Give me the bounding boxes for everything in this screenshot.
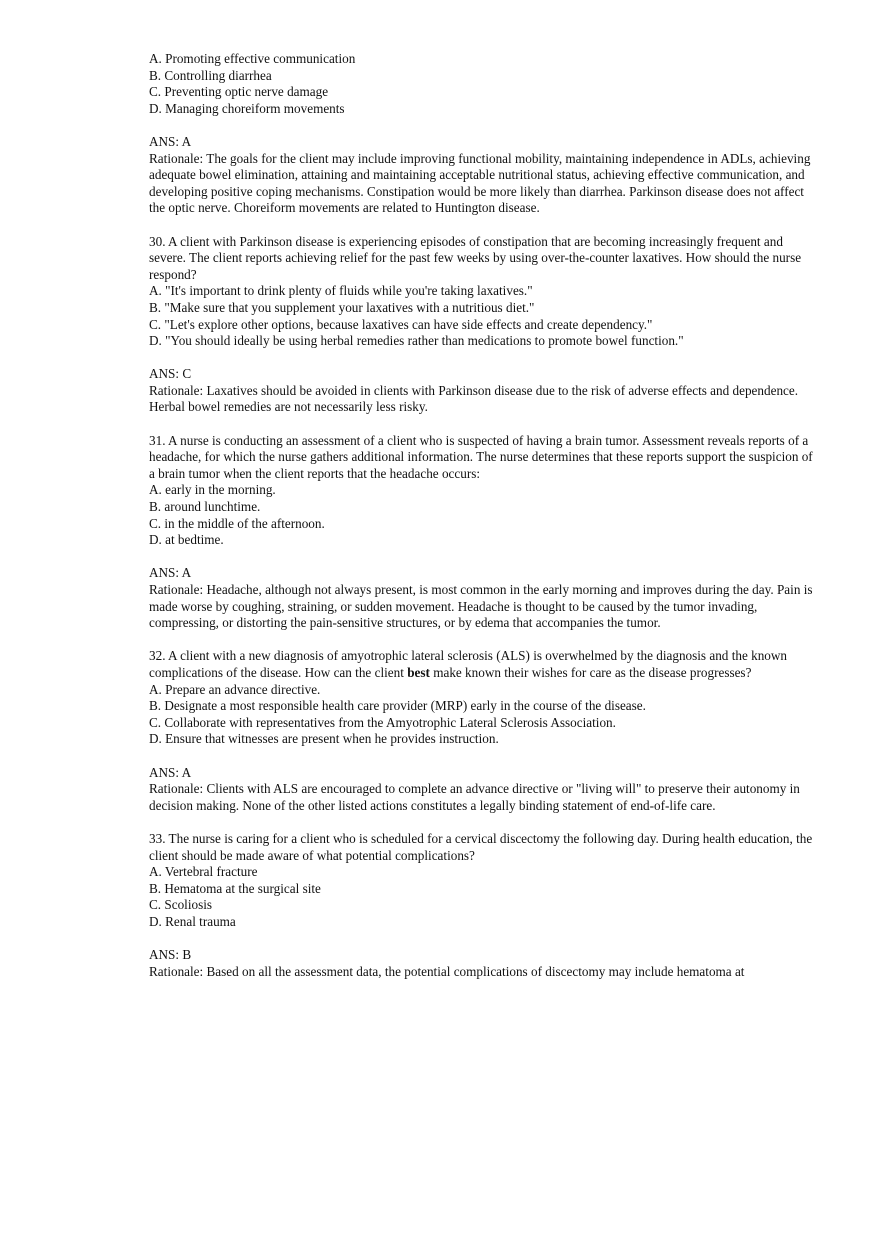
spacer xyxy=(149,549,817,566)
q31-answer: ANS: A xyxy=(149,565,192,581)
q32-option-d: D. Ensure that witnesses are present when he provides instruction. xyxy=(149,731,499,747)
spacer xyxy=(149,814,817,831)
spacer xyxy=(149,117,817,134)
spacer xyxy=(149,416,817,433)
q30-option-d: D. "You should ideally be using herbal remedies rather than medications to promote bowel function." xyxy=(149,333,684,349)
q33-rationale: Rationale: Based on all the assessment data, the potential complications of discectomy may include hematoma at xyxy=(149,963,745,979)
q33-stem: 33. The nurse is caring for a client who is scheduled for a cervical discectomy the following day. During health education, the client should be made aware of what potential complications? xyxy=(149,830,813,863)
q32-rationale: Rationale: Clients with ALS are encouraged to complete an advance directive or "living will" to preserve their autonomy in decision making. None of the other listed actions constitutes a legally binding statement of end-of-life care. xyxy=(149,781,800,813)
q32-stem-text: 32. A client with a new diagnosis of amyotrophic lateral sclerosis (ALS) is overwhelmed by the diagnosis and the known complications of the disease. How can the client xyxy=(149,648,788,680)
q33-option-d: D. Renal trauma xyxy=(149,913,236,929)
q29-option-d: D. Managing choreiform movements xyxy=(149,100,345,116)
q29-option-a: A. Promoting effective communication xyxy=(149,51,356,66)
q32-stem xyxy=(149,648,817,681)
q29-option-b: B. Controlling diarrhea xyxy=(149,67,272,83)
q31-option-d: D. at bedtime. xyxy=(149,532,224,548)
spacer xyxy=(149,632,817,649)
q31-option-a: A. early in the morning. xyxy=(149,482,276,498)
q30-option-a: A. "It's important to drink plenty of fluids while you're taking laxatives." xyxy=(149,283,533,299)
q33-options xyxy=(149,864,817,930)
q31-option-b: B. around lunchtime. xyxy=(149,499,261,515)
q33-option-b: B. Hematoma at the surgical site xyxy=(149,880,321,896)
q30-stem: 30. A client with Parkinson disease is experiencing episodes of constipation that are becoming increasingly frequent and severe. The client reports achieving relief for the past few weeks by using over-the-counter laxatives. How should the nurse respond? xyxy=(149,233,802,282)
q30-option-b: B. "Make sure that you supplement your laxatives with a nutritious diet." xyxy=(149,299,535,315)
q32-option-b: B. Designate a most responsible health care provider (MRP) early in the course of the disease. xyxy=(149,698,646,714)
q33-option-c: C. Scoliosis xyxy=(149,897,213,913)
spacer xyxy=(149,748,817,765)
q33-answer: ANS: B xyxy=(149,947,192,963)
q30-options xyxy=(149,283,817,349)
q29-option-c: C. Preventing optic nerve damage xyxy=(149,84,329,100)
q30-rationale: Rationale: Laxatives should be avoided in clients with Parkinson disease due to the risk of adverse effects and dependence. Herbal bowel remedies are not necessarily less risky. xyxy=(149,382,799,415)
q30-option-c: C. "Let's explore other options, because laxatives can have side effects and create dependency." xyxy=(149,316,653,332)
q31-options xyxy=(149,482,817,548)
q32-option-a: A. Prepare an advance directive. xyxy=(149,681,321,697)
q32-options xyxy=(149,682,817,748)
q31-option-c: C. in the middle of the afternoon. xyxy=(149,515,325,531)
q33-option-a: A. Vertebral fracture xyxy=(149,864,258,880)
q32-stem-emphasis: best xyxy=(407,664,430,680)
q29-answer: ANS: A xyxy=(149,133,192,149)
q31-stem: 31. A nurse is conducting an assessment of a client who is suspected of having a brain tumor. Assessment reveals reports of a headache, for which the nurse gathers additional information. The nurse determines that these reports support the suspicion of a brain tumor when the client reports that the headache occurs: xyxy=(149,432,813,481)
q30-answer: ANS: C xyxy=(149,366,192,382)
q29-rationale: Rationale: The goals for the client may include improving functional mobility, maintaining independence in ADLs, achieving adequate bowel elimination, attaining and maintaining acceptable nutritional status, achieving effective communication, and developing positive coping mechanisms. Constipation would be more likely than diarrhea. Parkinson disease does not affect the optic nerve. Choreiform movements are related to Huntington disease. xyxy=(149,150,811,216)
q32-stem-text-end: make known their wishes for care as the disease progresses? xyxy=(429,664,752,680)
document-page xyxy=(149,51,817,980)
q32-answer: ANS: A xyxy=(149,764,192,780)
q31-rationale: Rationale: Headache, although not always present, is most common in the early morning and improves during the day. Pain is made worse by coughing, straining, or sudden movement. Headache is thought to be caused by the tumor invading, compressing, or distorting the pain-sensitive structures, or by edema that accompanies the tumor. xyxy=(149,582,813,631)
q32-option-c: C. Collaborate with representatives from the Amyotrophic Lateral Sclerosis Association. xyxy=(149,714,616,730)
q29-options xyxy=(149,51,817,117)
spacer xyxy=(149,350,817,367)
spacer xyxy=(149,217,817,234)
spacer xyxy=(149,930,817,947)
